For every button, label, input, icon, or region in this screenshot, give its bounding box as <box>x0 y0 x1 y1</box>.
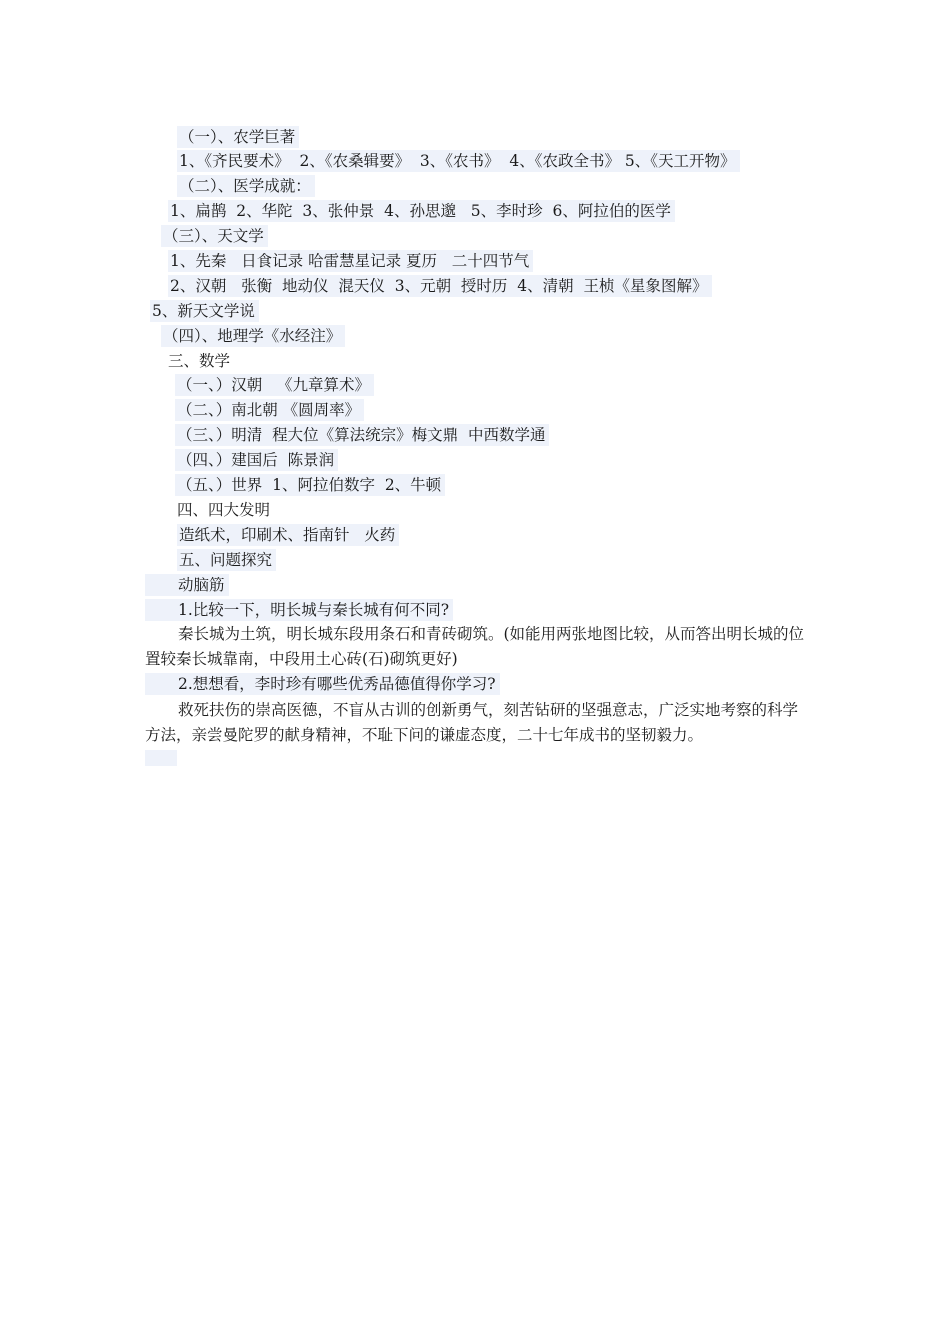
brain-teaser-label: 动脑筋 <box>145 574 229 596</box>
answer-2: 救死扶伤的崇高医德，不盲从古训的创新勇气，刻苦钻研的坚强意志，广泛实地考察的科学方法，亲尝曼陀罗的献身精神，不耻下问的谦虚态度，二十七年成书的坚韧毅力。 <box>145 701 799 744</box>
heading-geography: （四）、地理学《水经注》 <box>161 325 345 347</box>
heading-inquiry: 五、问题探究 <box>177 549 276 571</box>
inventions-line: 造纸术，印刷术、指南针 火药 <box>177 524 399 546</box>
medicine-list-line: 1、扁鹊 2、华陀 3、张仲景 4、孙思邈 5、李时珍 6、阿拉伯的医学 <box>168 200 675 222</box>
answer-1: 秦长城为土筑，明长城东段用条石和青砖砌筑。(如能用两张地图比较，从而答出明长城的位置较秦长城靠南，中段用土心砖(石)砌筑更好) <box>145 625 805 668</box>
astronomy-line-3: 5、新天文学说 <box>150 300 259 322</box>
astronomy-line-1: 1、先秦 日食记录 哈雷慧星记录 夏历 二十四节气 <box>168 250 533 272</box>
heading-math: 三、数学 <box>168 352 231 370</box>
empty-highlight-line <box>145 750 177 766</box>
heading-medicine: （二）、医学成就： <box>177 175 315 197</box>
astronomy-line-2: 2、汉朝 张衡 地动仪 混天仪 3、元朝 授时历 4、清朝 王桢《星象图解》 <box>168 275 712 297</box>
math-item-5: （五、）世界 1、阿拉伯数字 2、牛顿 <box>175 474 445 496</box>
heading-inventions: 四、四大发明 <box>177 501 271 519</box>
question-2: 2.想想看，李时珍有哪些优秀品德值得你学习? <box>145 673 500 695</box>
question-1: 1.比较一下，明长城与秦长城有何不同? <box>145 599 453 621</box>
math-item-1: （一、）汉朝 《九章算术》 <box>175 374 374 396</box>
math-item-3: （三、）明清 程大位《算法统宗》梅文鼎 中西数学通 <box>175 424 549 446</box>
heading-astronomy: （三）、天文学 <box>161 225 268 247</box>
math-item-2: （二、）南北朝 《圆周率》 <box>175 399 364 421</box>
heading-agriculture: （一）、农学巨著 <box>177 126 299 148</box>
agriculture-books-line: 1、《齐民要术》 2、《农桑辑要》 3、《农书》 4、《农政全书》 5、《天工开物》 <box>177 150 740 172</box>
math-item-4: （四、）建国后 陈景润 <box>175 449 338 471</box>
